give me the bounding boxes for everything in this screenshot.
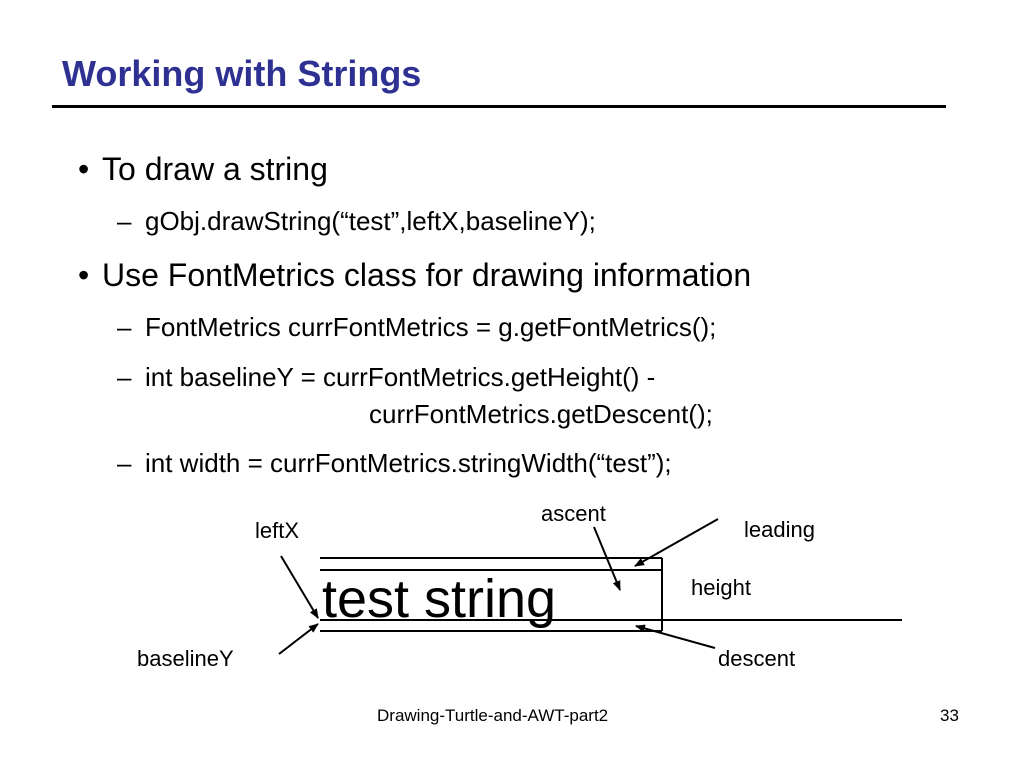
bullet-text: Use FontMetrics class for drawing information	[102, 257, 752, 293]
sub-bullet-text: int width = currFontMetrics.stringWidth(“test”);	[145, 448, 672, 478]
dash-marker: –	[117, 312, 132, 342]
sub-bullet-text: int baselineY = currFontMetrics.getHeight() -	[145, 362, 656, 392]
bullet-marker: •	[78, 257, 90, 293]
page-number: 33	[940, 706, 959, 725]
leftX-arrow	[281, 556, 318, 618]
slide-title: Working with Strings	[62, 53, 422, 94]
baselineY-label: baselineY	[137, 646, 234, 671]
height-label: height	[691, 575, 751, 600]
sub-bullet-text: gObj.drawString(“test”,leftX,baselineY);	[145, 206, 596, 236]
dash-marker: –	[117, 206, 132, 236]
dash-marker: –	[117, 448, 132, 478]
ascent-label: ascent	[541, 501, 606, 526]
descent-arrow	[636, 626, 715, 648]
descent-label: descent	[718, 646, 796, 671]
leftX-label: leftX	[255, 518, 300, 543]
sub-bullet-text: FontMetrics currFontMetrics = g.getFontMetrics();	[145, 312, 717, 342]
footer-title: Drawing-Turtle-and-AWT-part2	[377, 706, 609, 725]
sub-bullet-continuation: currFontMetrics.getDescent();	[369, 399, 713, 429]
bullet-marker: •	[78, 151, 90, 187]
baselineY-arrow	[279, 624, 318, 654]
leading-arrow	[635, 519, 718, 566]
dash-marker: –	[117, 362, 132, 392]
sample-text: test string	[322, 569, 557, 629]
bullet-text: To draw a string	[102, 151, 328, 187]
leading-label: leading	[744, 517, 815, 542]
